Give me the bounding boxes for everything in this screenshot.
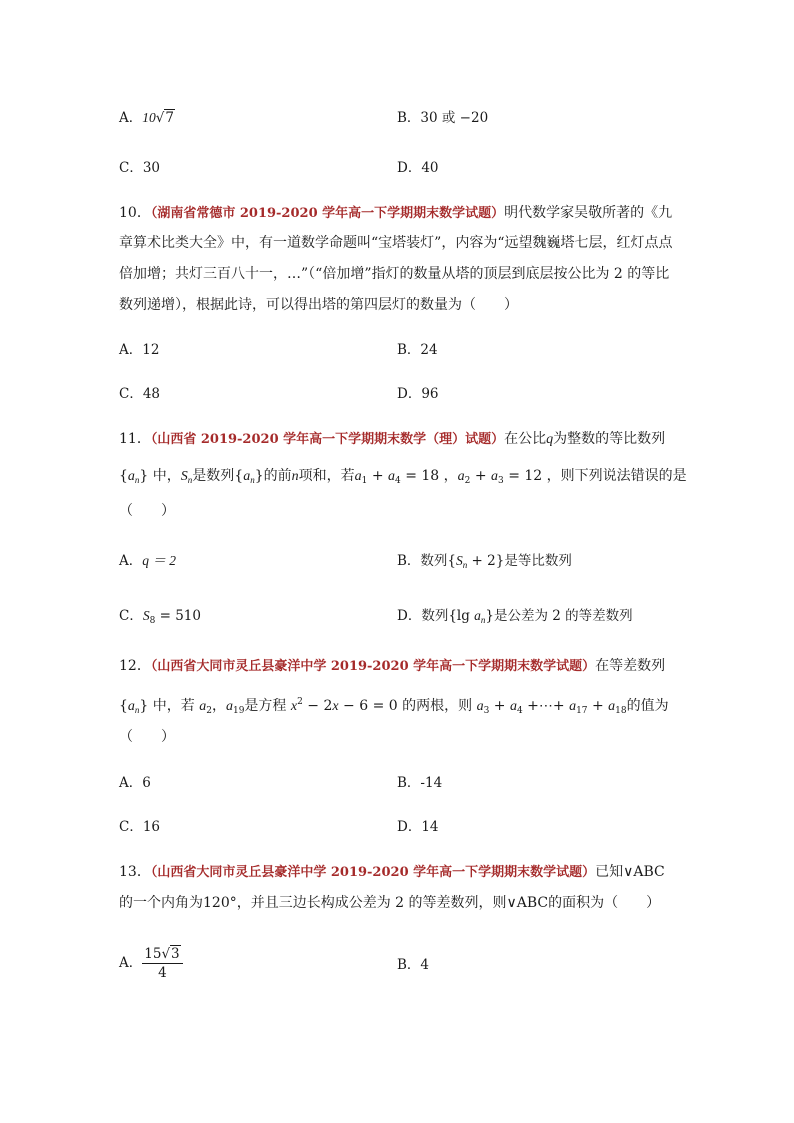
q12-source: （山西省大同市灵丘县豪洋中学 2019-2020 学年高一下学期期末数学试题） <box>150 659 596 674</box>
q11-line-2: $\{a_n\}$ 中，$S_n$是数列$\{a_n\}$的前n项和，若$a_1 + a_4 = 18$ ，$a_2 + a_3 = 12$ ，则下列说法错误的是 <box>119 468 687 486</box>
q9-option-a-label: A． <box>119 110 143 126</box>
q12-line-2: $\{a_n\}$ 中，若 $a_2$，$a_{19}$是方程 $x^2 - 2x - 6 = 0$ 的两根，则 $a_3 + a_4$ +⋯+ $a_{17} + a_{18}$的值为 <box>119 697 669 716</box>
q11-number: 11． <box>119 431 151 447</box>
q10-line-3: 倍加增；共灯三百八十一，…”（“倍加增”指灯的数量从塔的顶层到底层按公比为 2 的等比 <box>119 266 670 282</box>
q11-option-a[interactable] <box>119 550 176 572</box>
q12-option-c[interactable]: C．16 <box>119 819 161 835</box>
q10-line-1 <box>119 202 679 225</box>
q12-option-a[interactable]: A．6 <box>119 775 151 791</box>
q10-option-b[interactable]: B．24 <box>397 342 438 358</box>
q9-option-a-radicand: 7 <box>165 110 174 126</box>
q10-source: （湖南省常德市 2019-2020 学年高一下学期期末数学试题） <box>150 206 505 221</box>
q13-option-a[interactable] <box>119 945 183 982</box>
q11-option-a-expr: q ＝ 2 <box>142 553 176 568</box>
q11-option-b[interactable]: B．数列$\{S_n + 2\}$是等比数列 <box>397 553 572 570</box>
q10-text-1: 明代数学家吴敬所著的《九 <box>504 205 673 221</box>
q13-option-a-denominator: 4 <box>158 965 167 981</box>
q11-source: （山西省 2019-2020 学年高一下学期期末数学（理）试题） <box>150 432 505 447</box>
q9-option-c[interactable]: C．30 <box>119 160 161 176</box>
q10-line-2: 章算术比类大全》中，有一道数学命题叫“宝塔装灯”，内容为“远望魏巍塔七层，红灯点点 <box>119 235 673 251</box>
q13-option-a-numerator: 15 <box>144 946 162 962</box>
q11-option-a-label: A． <box>119 553 143 569</box>
q12-text-2-tail: 的值为 <box>626 698 669 714</box>
q11-text-1b: 为整数的等比数列 <box>553 431 666 447</box>
q11-option-b-label: B．数列 <box>397 553 448 569</box>
q11-option-d-tail: 是公差为 2 的等差数列 <box>494 608 633 624</box>
q13-number: 13． <box>119 864 151 880</box>
q10-option-d[interactable]: D．96 <box>397 386 439 402</box>
q11-option-d-label: D．数列 <box>397 608 449 624</box>
q10-number: 10． <box>119 205 151 221</box>
q9-option-b[interactable]: B．30 或 −20 <box>397 110 489 126</box>
q13-option-b[interactable]: B．4 <box>397 957 430 973</box>
q10-option-c[interactable]: C．48 <box>119 386 161 402</box>
q12-option-b[interactable]: B．-14 <box>397 775 443 791</box>
q12-option-d[interactable]: D．14 <box>397 819 439 835</box>
q11-option-b-tail: 是等比数列 <box>504 553 572 569</box>
q11-line-1 <box>119 428 679 451</box>
q10-option-a[interactable]: A．12 <box>119 342 160 358</box>
q12-number: 12． <box>119 658 151 674</box>
q13-line-1 <box>119 861 679 884</box>
q13-option-a-radicand: 3 <box>171 946 180 962</box>
q10-line-4: 数列递增），根据此诗，可以得出塔的第四层灯的数量为（ ） <box>119 297 518 313</box>
q13-option-a-fraction: $\frac{15√3}{4}$ <box>142 945 182 982</box>
q11-line-3: （ ） <box>119 503 175 519</box>
q13-line-2: 的一个内角为120°，并且三边长构成公差为 2 的等差数列，则∨ABC的面积为（ ） <box>119 895 661 911</box>
q9-option-a-coef: 10 <box>142 110 156 125</box>
q13-text-1: 已知∨ABC <box>595 864 665 880</box>
q13-source: （山西省大同市灵丘县豪洋中学 2019-2020 学年高一下学期期末数学试题） <box>150 865 596 880</box>
q9-option-a[interactable]: A．10√7 <box>119 110 174 126</box>
q11-option-d[interactable]: D．数列{lg $a_n$}是公差为 2 的等差数列 <box>397 608 633 625</box>
q9-option-d[interactable]: D．40 <box>397 160 439 176</box>
q11-option-c-label: C． <box>119 608 143 624</box>
q11-text-1a: 在公比 <box>504 431 547 447</box>
q12-line-1 <box>119 655 679 678</box>
q12-text-1: 在等差数列 <box>595 658 666 674</box>
q12-line-3: （ ） <box>119 729 175 745</box>
q11-option-c[interactable]: C．$S_8 = 510$ <box>119 608 201 626</box>
q13-option-a-label: A． <box>119 955 143 971</box>
q11-var-q: q <box>546 432 554 447</box>
